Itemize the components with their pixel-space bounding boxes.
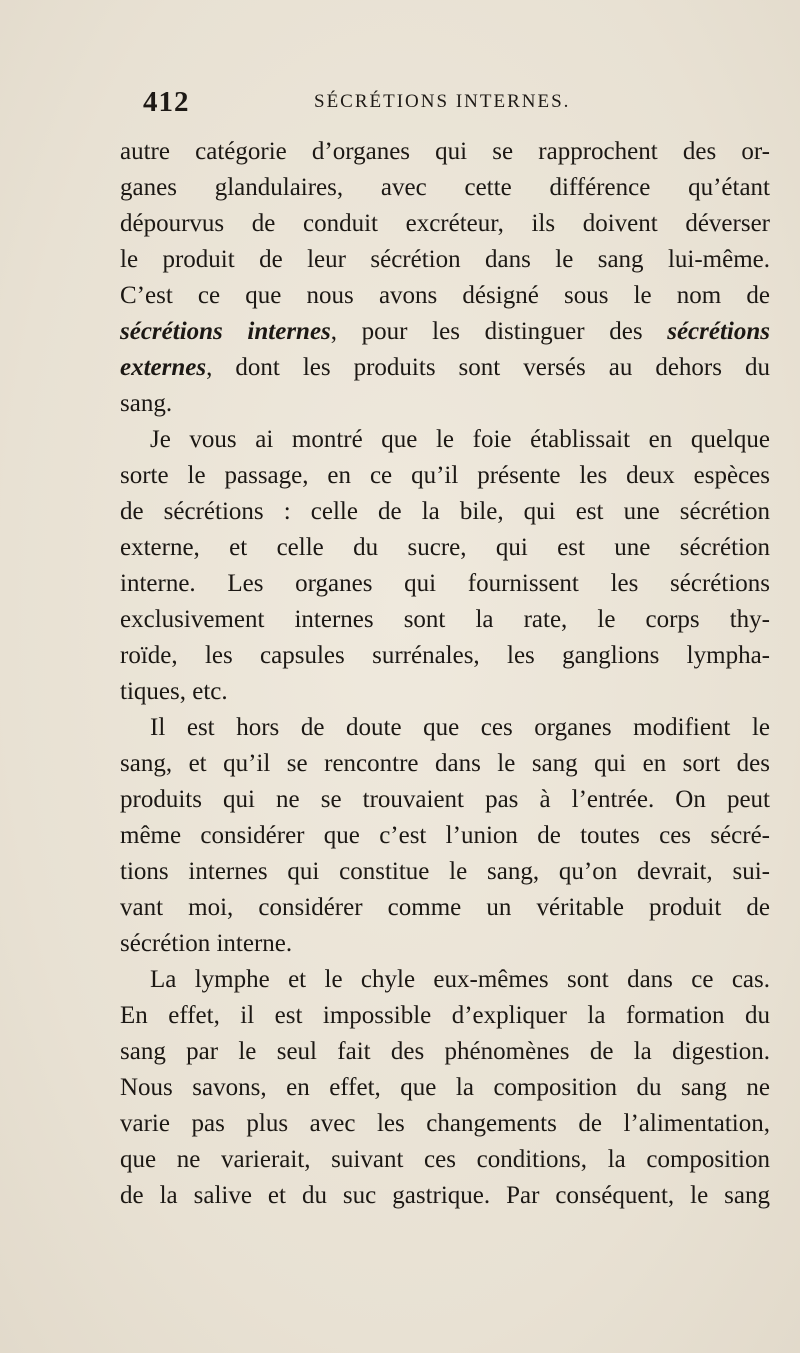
- text-line-14: exclusivement internes sont la rate, le corps thy-: [120, 606, 770, 633]
- text-line-7: externes, dont les produits sont versés au dehors du: [120, 354, 770, 381]
- text-line-19: produits qui ne se trouvaient pas à l’entrée. On peut: [120, 786, 770, 813]
- text-line-26: sang par le seul fait des phénomènes de la digestion.: [120, 1038, 770, 1065]
- text-line-18: sang, et qu’il se rencontre dans le sang qui en sort des: [120, 750, 770, 777]
- text-line-16: tiques, etc.: [120, 678, 228, 705]
- text-line-6: sécrétions internes, pour les distinguer des sécrétions: [120, 318, 770, 345]
- text-line-21: tions internes qui constitue le sang, qu’on devrait, sui-: [120, 858, 770, 885]
- text-line-27: Nous savons, en effet, que la composition du sang ne: [120, 1074, 770, 1101]
- text-line-12: externe, et celle du sucre, qui est une sécrétion: [120, 534, 770, 561]
- running-head: SÉCRÉTIONS INTERNES.: [314, 91, 571, 112]
- text-line-4: le produit de leur sécrétion dans le sang lui-même.: [120, 246, 770, 273]
- text-line-10: sorte le passage, en ce qu’il présente les deux espèces: [120, 462, 770, 489]
- text-line-1: autre catégorie d’organes qui se rapprochent des or-: [120, 138, 770, 165]
- page-number: 412: [143, 86, 190, 118]
- page-header: [143, 86, 768, 126]
- text-line-9: Je vous ai montré que le foie établissait en quelque: [150, 426, 770, 453]
- text-line-24: La lymphe et le chyle eux-mêmes sont dans ce cas.: [150, 966, 770, 993]
- text-line-8: sang.: [120, 390, 173, 417]
- text-line-3: dépourvus de conduit excréteur, ils doivent déverser: [120, 210, 770, 237]
- text-line-13: interne. Les organes qui fournissent les sécrétions: [120, 570, 770, 597]
- text-line-20: même considérer que c’est l’union de toutes ces sécré-: [120, 822, 770, 849]
- text-line-22: vant moi, considérer comme un véritable produit de: [120, 894, 770, 921]
- text-line-11: de sécrétions : celle de la bile, qui est une sécrétion: [120, 498, 770, 525]
- text-line-15: roïde, les capsules surrénales, les ganglions lympha-: [120, 642, 770, 669]
- text-line-30: de la salive et du suc gastrique. Par conséquent, le sang: [120, 1182, 770, 1209]
- text-line-29: que ne varierait, suivant ces conditions, la composition: [120, 1146, 770, 1173]
- text-line-23: sécrétion interne.: [120, 930, 293, 957]
- text-line-2: ganes glandulaires, avec cette différence qu’étant: [120, 174, 770, 201]
- text-line-25: En effet, il est impossible d’expliquer la formation du: [120, 1002, 770, 1029]
- text-line-5: C’est ce que nous avons désigné sous le nom de: [120, 282, 770, 309]
- text-line-17: Il est hors de doute que ces organes modifient le: [150, 714, 770, 741]
- text-line-28: varie pas plus avec les changements de l’alimentation,: [120, 1110, 770, 1137]
